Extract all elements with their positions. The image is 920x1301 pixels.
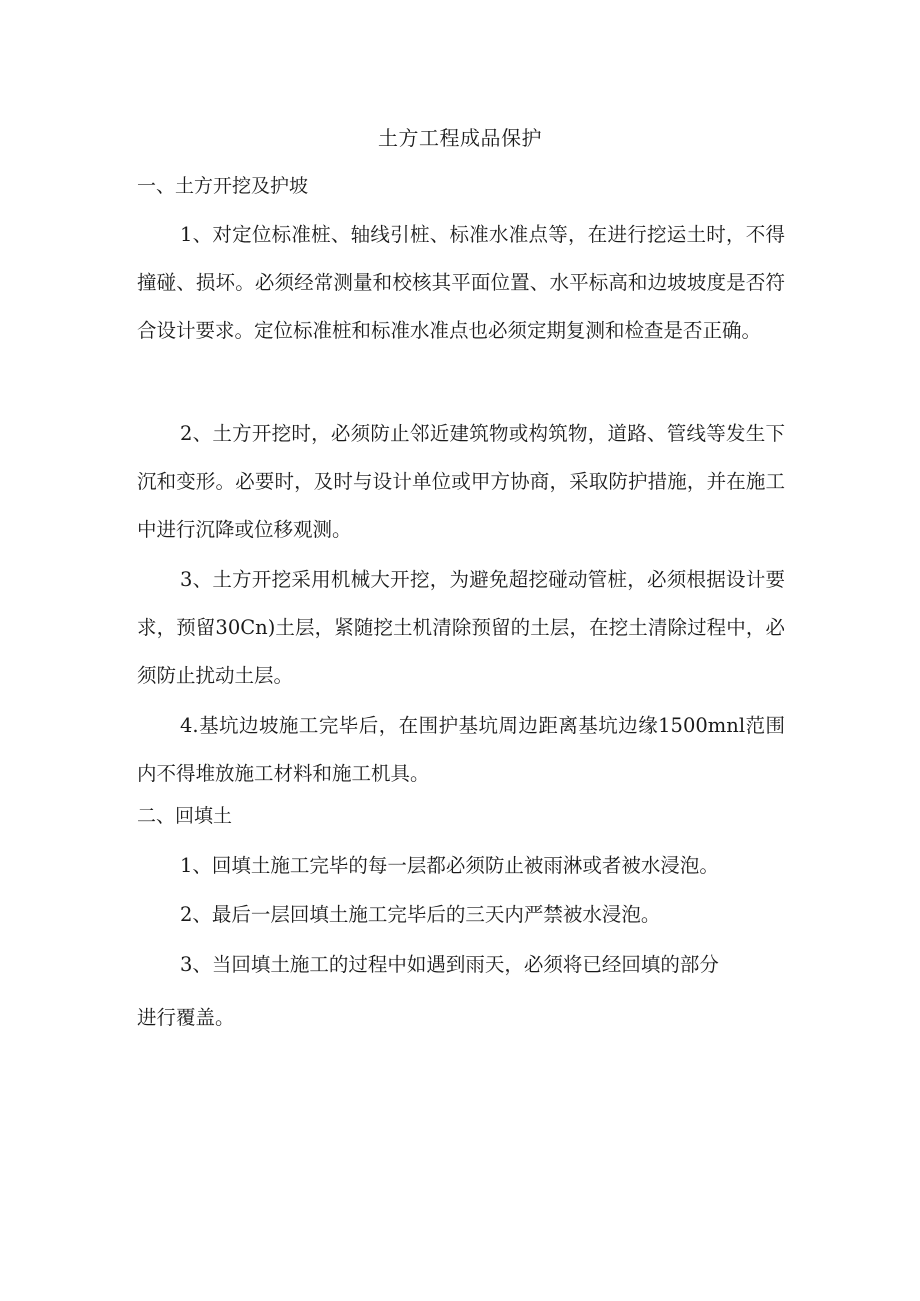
paragraph-backfill-2: 2、最后一层回填土施工完毕后的三天内严禁被水浸泡。 — [180, 903, 661, 926]
paragraph-excavation-3: 3、土方开挖采用机械大开挖，为避免超挖碰动管桩，必须根据设计要求，预留30Cn)土层，紧随挖土机清除预留的土层，在挖土清除过程中，必须防止扰动土层。 — [137, 568, 785, 687]
paragraph-excavation-1: 1、对定位标准桩、轴线引桩、标准水准点等，在进行挖运土时，不得撞碰、损坏。必须经常测量和校核其平面位置、水平标高和边坡坡度是否符合设计要求。定位标准桩和标准水准点也必须定期复测和检查是否正确。 — [137, 223, 785, 342]
section-heading-backfill: 二、回填土 — [137, 805, 233, 827]
paragraph-excavation-4: 4.基坑边坡施工完毕后，在围护基坑周边距离基坑边缘1500mnl范围内不得堆放施工材料和施工机具。 — [137, 714, 785, 785]
paragraph-backfill-3: 3、当回填土施工的过程中如遇到雨天，必须将已经回填的部分 — [180, 953, 719, 976]
paragraph-backfill-1: 1、回填土施工完毕的每一层都必须防止被雨淋或者被水浸泡。 — [180, 854, 719, 877]
paragraph-backfill-3-continued: 进行覆盖。 — [137, 1006, 235, 1029]
section-heading-excavation: 一、土方开挖及护坡 — [137, 175, 309, 197]
paragraph-excavation-2: 2、土方开挖时，必须防止邻近建筑物或构筑物，道路、管线等发生下沉和变形。必要时，及时与设计单位或甲方协商，采取防护措施，并在施工中进行沉降或位移观测。 — [137, 422, 785, 541]
document-title: 土方工程成品保护 — [378, 126, 542, 150]
